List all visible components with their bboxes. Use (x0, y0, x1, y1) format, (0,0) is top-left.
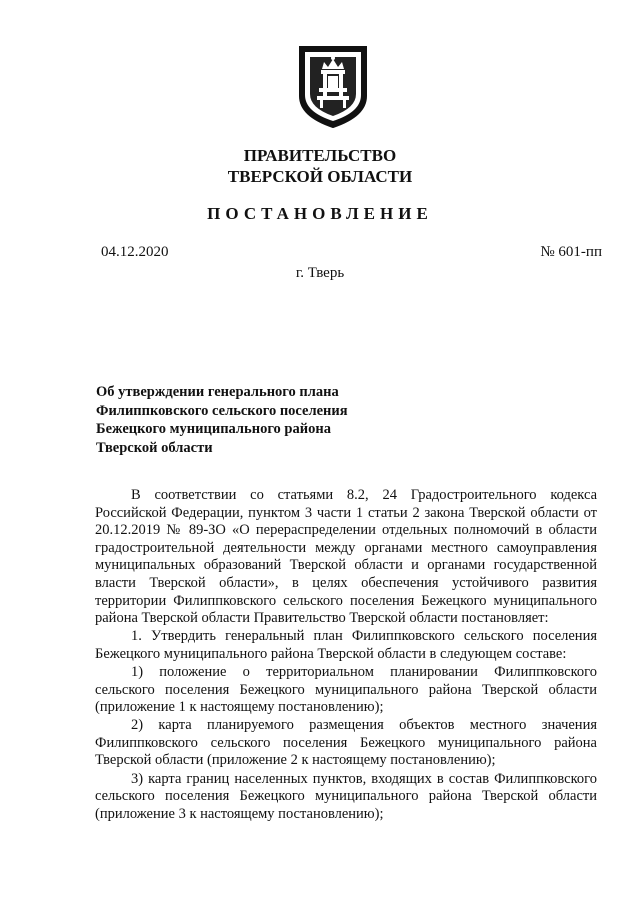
body-paragraph-subitem-3: 3) карта границ населенных пунктов, входящих в состав Филиппковского сельского поселения Бежецкого муниципального района Тверской области (приложение 3 к настоящему постановлению); (95, 770, 597, 822)
body-paragraph-preamble: В соответствии со статьями 8.2, 24 Градостроительного кодекса Российской Федерации, пунктом 3 части 1 статьи 2 закона Тверской области от 20.12.2019 № 89-ЗО «О перераспределении отдельных полномочий в области градостроительной деятельности между органами местного самоуправления муниципальных образований Тверской области и органами государственной власти Тверской области», в целях обеспечения устойчивого развития территории Филиппковского сельского поселения Бежецкого муниципального района Тверской области Правительство Тверской области постановляет: (95, 487, 597, 627)
document-type: ПОСТАНОВЛЕНИЕ (207, 204, 433, 223)
document-date: 04.12.2020 (101, 244, 169, 260)
subject-line: Бежецкого муниципального района (96, 421, 331, 437)
tver-coat-of-arms-icon (297, 44, 369, 130)
document-body (95, 487, 597, 823)
subject-line: Об утверждении генерального плана (96, 384, 339, 400)
government-name-line1: ПРАВИТЕЛЬСТВО (243, 146, 397, 165)
subject-line: Филиппковского сельского поселения (96, 402, 348, 419)
body-paragraph-subitem-2: 2) карта планируемого размещения объектов местного значения Филиппковского сельского поселения Бежецкого муниципального района Тверской области (приложение 2 к настоящему постановлению); (95, 717, 597, 769)
subject-line: Тверской области (96, 439, 213, 456)
document-subject (96, 383, 416, 457)
body-paragraph-item-1: 1. Утвердить генеральный план Филиппковского сельского поселения Бежецкого муниципального района Тверской области в следующем составе: (95, 628, 597, 662)
government-name-line2: ТВЕРСКОЙ ОБЛАСТИ (227, 167, 413, 186)
body-paragraph-subitem-1: 1) положение о территориальном планировании Филиппковского сельского поселения Бежецкого муниципального района Тверской области (приложение 1 к настоящему постановлению); (95, 663, 597, 716)
document-city: г. Тверь (295, 265, 345, 281)
document-number: № 601-пп (540, 244, 602, 260)
